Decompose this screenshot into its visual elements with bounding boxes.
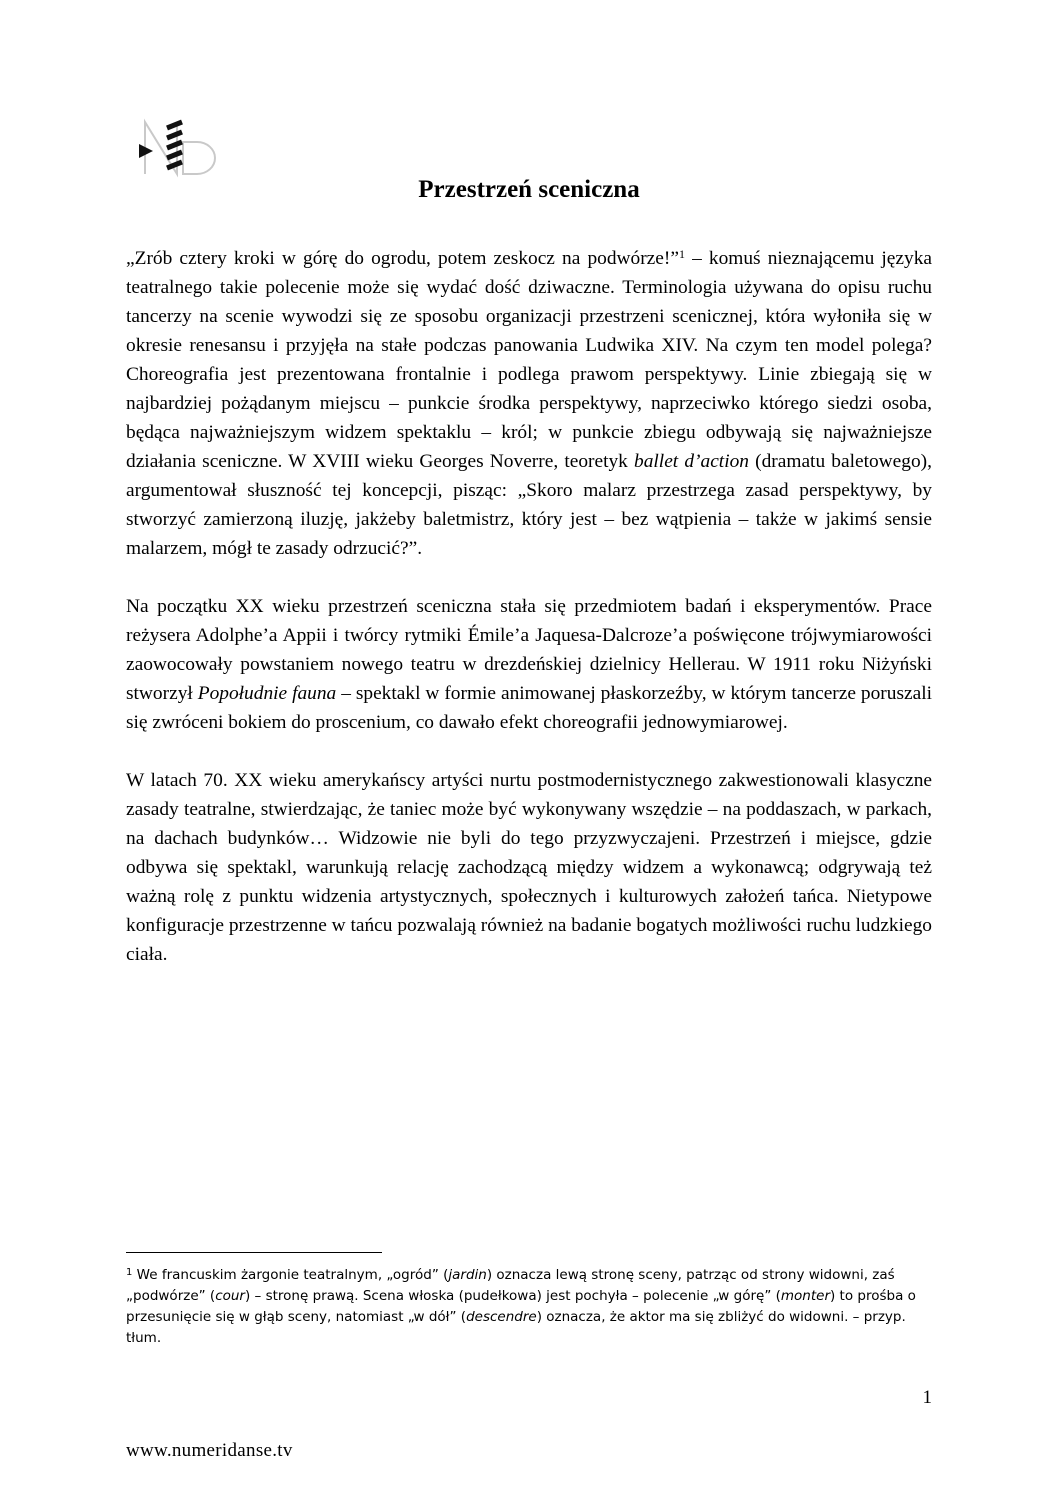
- footnote: $^1$ We francuskim żargonie teatralnym, „ogród” (jardin) oznacza lewą stronę sceny, patrząc od strony widowni, zaś „podwórze” (cour) – stronę prawą. Scena włoska (pudełkowa) jest pochyła – polecenie „w górę” (monter) to prośba o przesunięcie się w głąb sceny, natomiast „w dół” (descendre) oznacza, że aktor ma się zbliżyć do widowni. – przyp. tłum.: [126, 1267, 916, 1346]
- article-body: [126, 244, 932, 998]
- paragraph-1: „Zrób cztery kroki w górę do ogrodu, potem zeskocz na podwórze!”$^1$ – komuś nieznającemu języka teatralnego takie polecenie może się wydać dość dziwaczne. Terminologia używana do opisu ruchu tancerzy na scenie wywodzi się ze sposobu organizacji przestrzeni scenicznej, która wyłoniła się w okresie renesansu i przyjęła na stałe podczas panowania Ludwika XIV. Na czym ten model polega? Choreografia jest prezentowana frontalnie i podlega prawom perspektywy. Linie zbiegają się w najbardziej pożądanym miejscu – punkcie środka perspektywy, naprzeciwko którego siedzi osoba, będąca najważniejszym widzem spektaklu – król; w punkcie zbiegu odbywają się najważniejsze działania sceniczne. W XVIII wieku Georges Noverre, teoretyk ballet d’action (dramatu baletowego), argumentował słuszność tej koncepcji, pisząc: „Skoro malarz przestrzega zasad perspektywy, by stworzyć zamierzoną iluzję, jakżeby baletmistrz, który jest – bez wątpienia – także w jakimś sensie malarzem, mógł te zasady odrzucić?”.: [126, 247, 932, 559]
- website-link[interactable]: www.numeridanse.tv: [126, 1440, 293, 1461]
- numeridanse-logo-icon: [137, 118, 229, 178]
- footnote-number: 1: [126, 1267, 133, 1278]
- footnote-ref[interactable]: 1: [678, 247, 685, 261]
- footnote-divider: [126, 1252, 382, 1253]
- page-number: 1: [922, 1387, 932, 1408]
- page-title: Przestrzeń sceniczna: [418, 176, 640, 203]
- paragraph-3: W latach 70. XX wieku amerykańscy artyści nurtu postmodernistycznego zakwestionowali klasyczne zasady teatralne, stwierdzając, że taniec może być wykonywany wszędzie – na poddaszach, w parkach, na dachach budynków… Widzowie nie byli do tego przyzwyczajeni. Przestrzeń i miejsce, gdzie odbywa się spektakl, warunkują relację zachodzącą między widzem a wykonawcą; odgrywają też ważną rolę z punktu widzenia artystycznych, społecznych i kulturowych założeń tańca. Nietypowe konfiguracje przestrzenne w tańcu pozwalają również na badanie bogatych możliwości ruchu ludzkiego ciała.: [126, 770, 932, 965]
- paragraph-2: Na początku XX wieku przestrzeń sceniczna stała się przedmiotem badań i eksperymentów. Prace reżysera Adolphe’a Appii i twórcy rytmiki Émile’a Jaquesa-Dalcroze’a poświęcone trójwymiarowości zaowocowały powstaniem nowego teatru w drezdeńskiej dzielnicy Hellerau. W 1911 roku Niżyński stworzył Popołudnie fauna – spektakl w formie animowanej płaskorzeźby, w którym tancerze poruszali się zwróceni bokiem do proscenium, co dawało efekt choreografii jednowymiarowej.: [126, 596, 932, 733]
